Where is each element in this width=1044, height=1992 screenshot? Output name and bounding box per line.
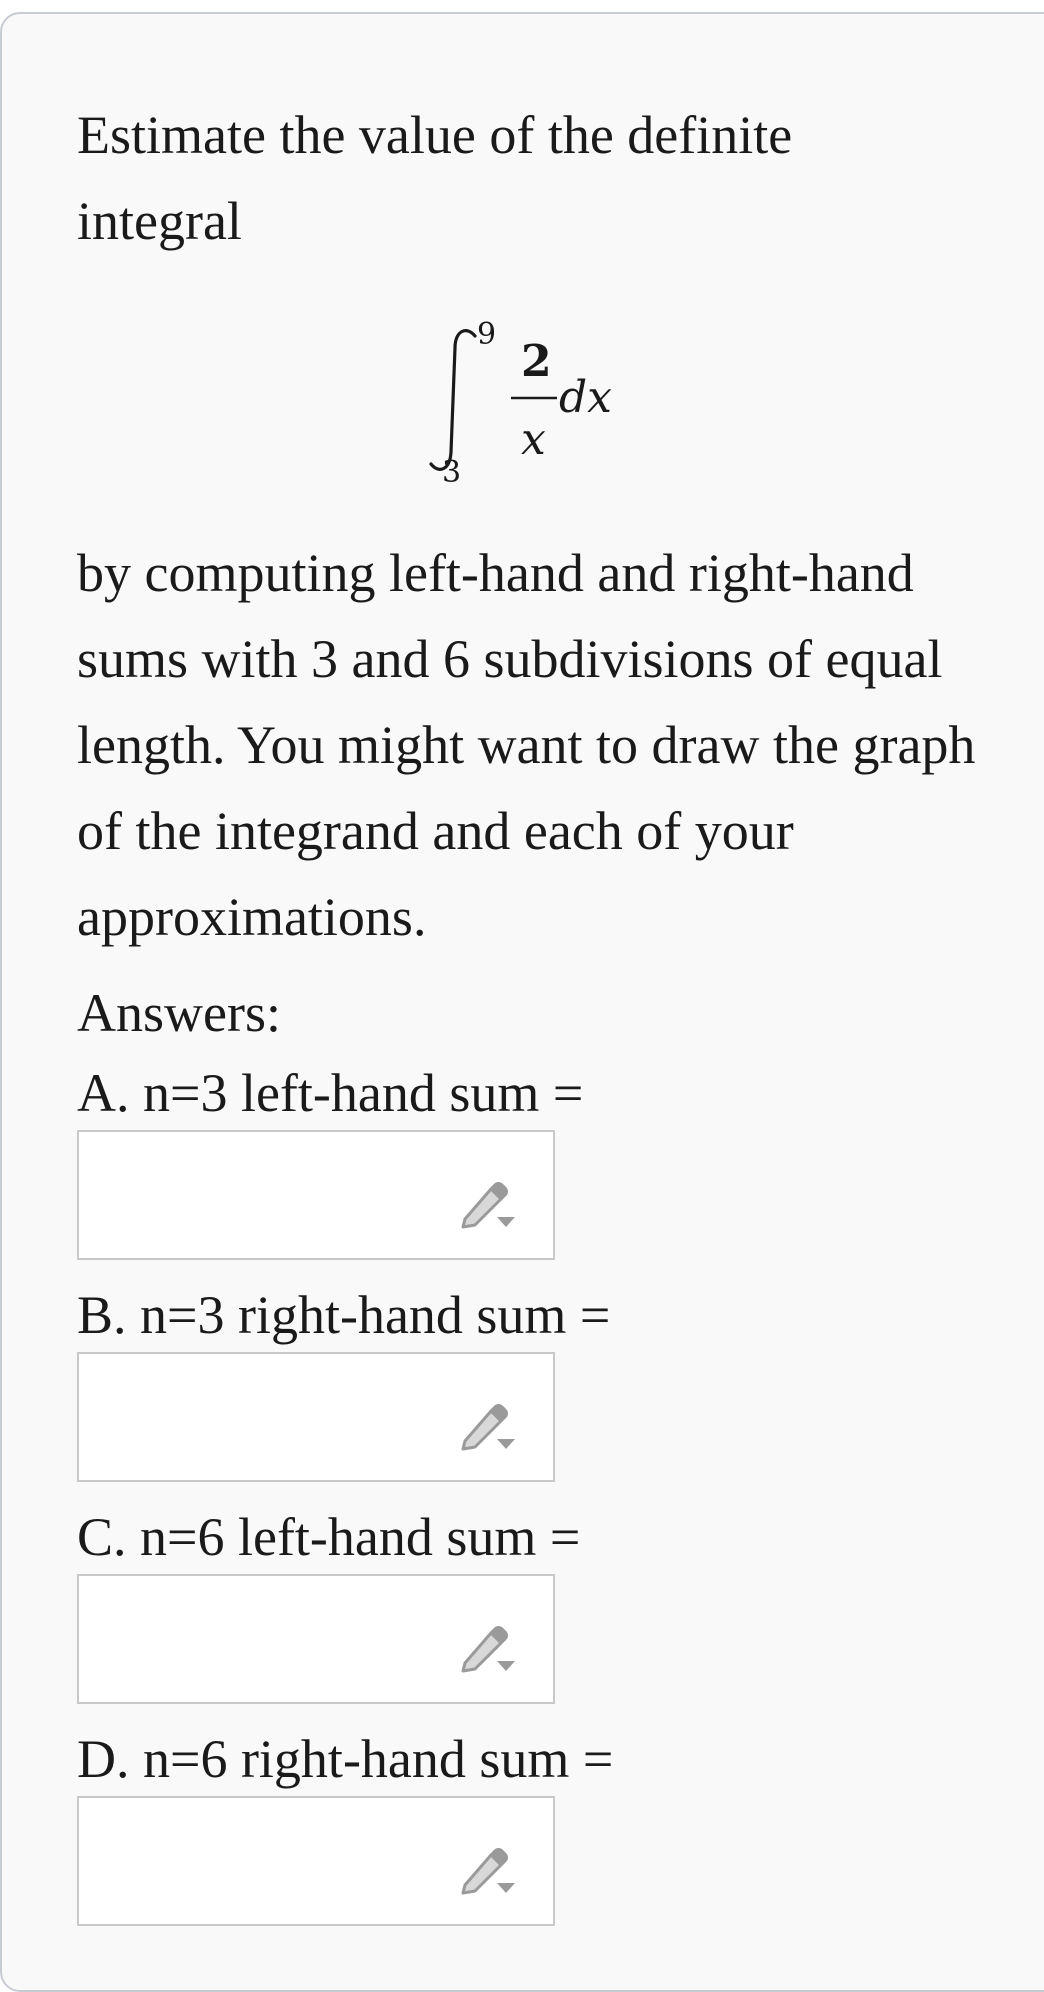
answer-d-label: D. n=6 right-hand sum = xyxy=(77,1729,614,1789)
answer-c-label: C. n=6 left-hand sum = xyxy=(77,1507,581,1567)
answer-a-label: A. n=3 left-hand sum = xyxy=(77,1063,584,1123)
integral-differential: dx xyxy=(559,372,612,423)
pencil-icon[interactable] xyxy=(455,1394,517,1450)
question-card xyxy=(0,12,1044,1992)
fraction-denominator: x xyxy=(521,414,546,465)
pencil-icon[interactable] xyxy=(455,1616,517,1672)
question-intro: Estimate the value of the definite integral xyxy=(77,105,793,251)
integral-sign-icon xyxy=(431,331,475,470)
answer-a-field[interactable] xyxy=(77,1130,555,1260)
question-body: by computing left-hand and right-hand sums with 3 and 6 subdivisions of equal length. You might want to draw the graph of the integrand and each of your approximations. xyxy=(77,543,976,947)
answer-b-label: B. n=3 right-hand sum = xyxy=(77,1285,611,1345)
answer-d-field[interactable] xyxy=(77,1796,555,1926)
integral-expression xyxy=(417,314,717,490)
pencil-icon[interactable] xyxy=(455,1838,517,1894)
answer-b-field[interactable] xyxy=(77,1352,555,1482)
pencil-icon[interactable] xyxy=(455,1172,517,1228)
fraction-numerator: 2 xyxy=(521,336,552,387)
integral-lower-limit: 3 xyxy=(442,455,462,490)
answers-heading: Answers: xyxy=(77,983,281,1043)
answer-c-field[interactable] xyxy=(77,1574,555,1704)
integral-upper-limit: 9 xyxy=(477,317,497,352)
